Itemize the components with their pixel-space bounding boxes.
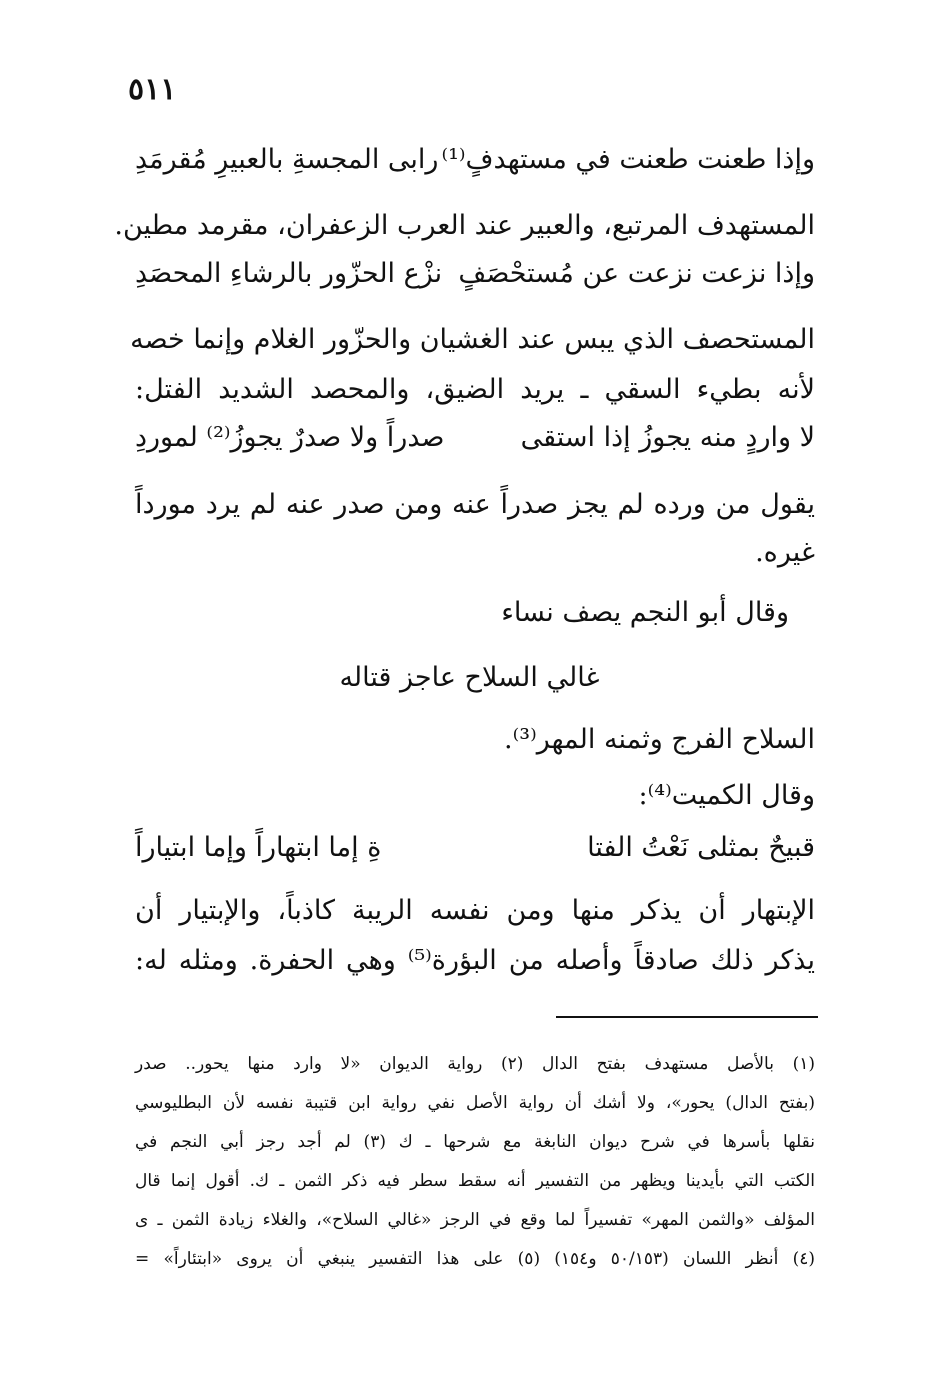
verse-first-hemistich: قبيحٌ بمثلى نَعْتُ الفتا (587, 832, 815, 863)
body-text-line: يقول من ورده لم يجز صدراً عنه ومن صدر عنه لم يرد مورداً (135, 489, 815, 520)
body-text-line: السلاح الفرج وثمنه المهر⁽³⁾. (504, 724, 815, 755)
body-text-line: المستحصف الذي يبس عند الغشيان والحزّور الغلام وإنما خصه (130, 324, 815, 355)
footnote-line: (٤) أنظر اللسان (٥٠/١٥٣ و١٥٤) (٥) على هذا التفسير ينبغي أن يروى «ابتئاراً» = (135, 1249, 815, 1269)
verse-first-hemistich: وإذا طعنت طعنت في مستهدفٍ⁽¹⁾ (441, 144, 815, 175)
footnote-line: المؤلف «والثمن المهر» تفسيراً لما وقع في الرجز «غالي السلاح»، والغلاء زيادة الثمن ـ ى (135, 1210, 815, 1230)
page-number: ٥١١ (128, 72, 177, 107)
body-text-line: المستهدف المرتبع، والعبير عند العرب الزعفران، مقرمد مطين. (114, 210, 815, 241)
footnote-separator (556, 1016, 818, 1018)
verse-first-hemistich: وإذا نزعت نزعت عن مُستحْصَفٍ (458, 258, 815, 289)
footnote-line: (١) بالأصل مستهدف بفتح الدال (٢) رواية الديوان «لا وارد منها يحور.. صدر (135, 1054, 815, 1074)
body-text-line: وقال الكميت⁽⁴⁾: (638, 780, 815, 811)
body-text-line: غيره. (755, 537, 815, 568)
body-text-line: يذكر ذلك صادقاً وأصله من البؤرة⁽⁵⁾ وهي الحفرة. ومثله له: (135, 945, 815, 976)
rajaz-verse-line: غالي السلاح عاجز قتاله (339, 662, 600, 693)
footnote-line: نقلها بأسرها في شرح ديوان النابغة مع شرحها ـ ك (٣) لم أجد رجز أبي النجم في (135, 1132, 815, 1152)
footnote-line: الكتب التي بأيدينا ويظهر من التفسير أنه سقط سطر فيه ذكر الثمن ـ ك. أقول إنما قال (135, 1171, 815, 1191)
verse-line (135, 420, 815, 456)
verse-second-hemistich: نزْع الحزّور بالرشاءِ المحصَدِ (135, 258, 443, 289)
verse-line (135, 830, 815, 866)
footnote-line: (بفتح الدال) يحور»، ولا أشك أن رواية الأصل نفي رواية ابن قتيبة نفسه لأن البطليوسي (135, 1093, 815, 1113)
verse-first-hemistich: لا واردٍ منه يجوزُ إذا استقى (520, 422, 815, 453)
body-text-line: الإبتهار أن يذكر منها ومن نفسه الريبة كاذباً، والإبتيار أن (135, 895, 815, 926)
verse-second-hemistich: ةِ إما ابتهاراً وإما ابتياراً (135, 832, 382, 863)
verse-second-hemistich: رابى المجسةِ بالعبيرِ مُقرمَدِ (135, 144, 439, 175)
body-text-line: لأنه بطيء السقي ـ يريد الضيق، والمحصد الشديد الفتل: (135, 374, 815, 405)
body-text-line: وقال أبو النجم يصف نساء (501, 597, 789, 628)
verse-second-hemistich: صدراً ولا صدرٌ يجوزُ⁽²⁾ لموردِ (135, 422, 445, 453)
verse-line (135, 256, 815, 292)
verse-line (135, 142, 815, 178)
